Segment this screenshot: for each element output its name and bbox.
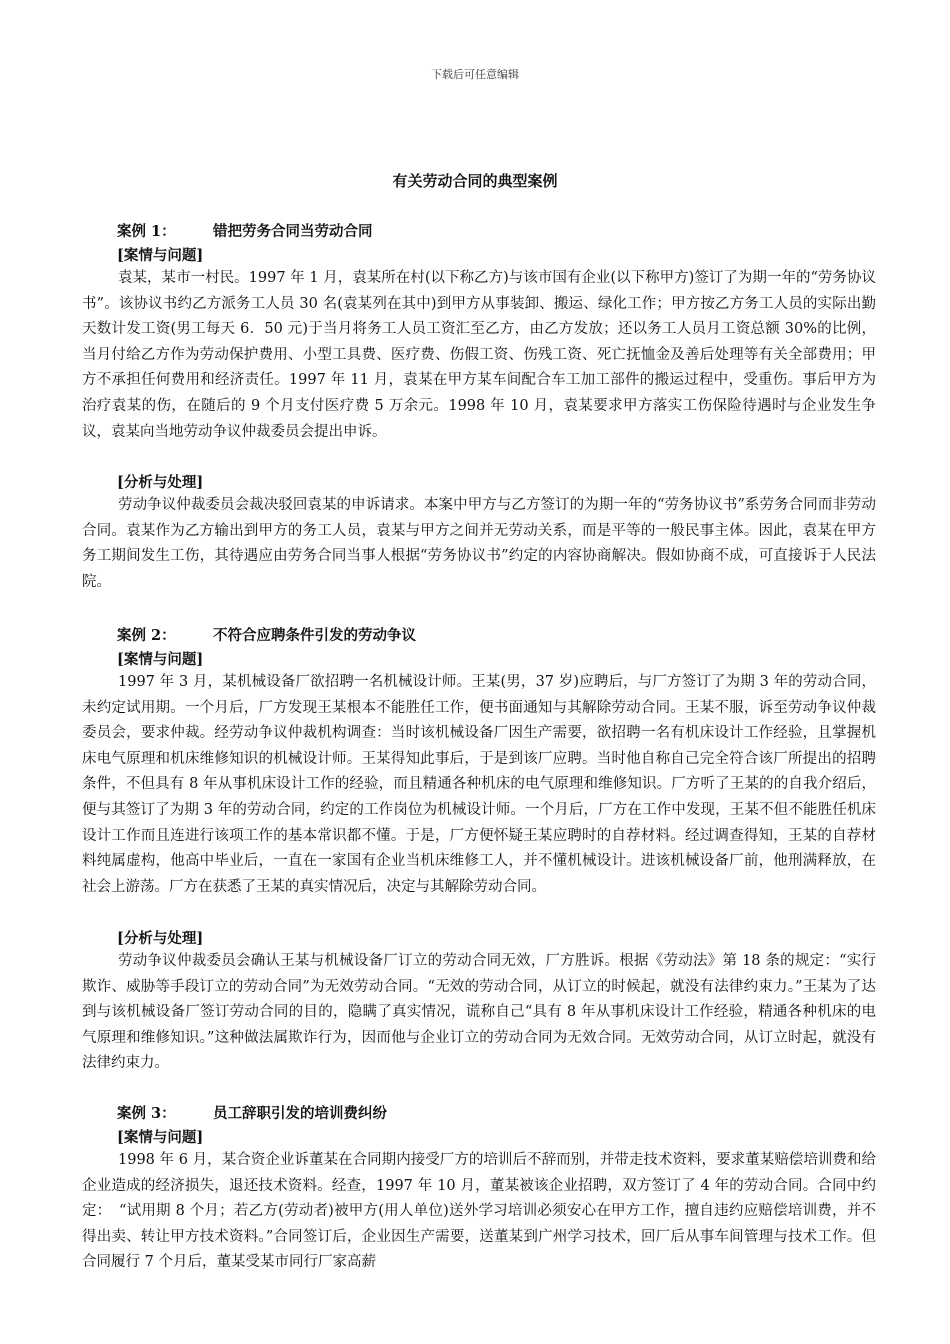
case2-facts-label: [案情与问题]: [117, 651, 204, 668]
case1-facts-label: [案情与问题]: [117, 247, 204, 264]
case1-analysis-label: [分析与处理]: [117, 474, 204, 491]
case1-number: 案例 1：: [117, 223, 176, 240]
case2-heading: [117, 624, 416, 645]
document-title: 有关劳动合同的典型案例: [392, 172, 558, 190]
case2-title: 不符合应聘条件引发的劳动争议: [213, 627, 416, 644]
case1-heading: [117, 220, 373, 241]
page-header-note: 下载后可任意编辑: [431, 68, 519, 81]
case2-analysis-paragraph: 劳动争议仲裁委员会确认王某与机械设备厂订立的劳动合同无效，厂方胜诉。根据《劳动法》第 18 条的规定：“实行欺诈、威胁等手段订立的劳动合同”为无效劳动合同。“无效的劳动合同，从订立的时候起，就没有法律约束力。”王某为了达到与该机械设备厂签订劳动合同的目的，隐瞒了真实情况，谎称自己“具有 8 年从事机床设计工作经验，精通各种机床的电气原理和维修知识。”这种做法属欺诈行为，因而他与企业订立的劳动合同为无效合同。无效劳动合同，从订立时起，就没有法律约束力。: [82, 953, 876, 1072]
case2-analysis-label: [分析与处理]: [117, 930, 204, 947]
case1-title: 错把劳务合同当劳动合同: [213, 223, 373, 240]
case3-title: 员工辞职引发的培训费纠纷: [213, 1105, 387, 1122]
case1-facts-paragraph: 袁某，某市一村民。1997 年 1 月，袁某所在村(以下称乙方)与该市国有企业(以下称甲方)签订了为期一年的“劳务协议书”。该协议书约乙方派务工人员 30 名(袁某列在其中)到甲方从事装卸、搬运、绿化工作；甲方按乙方务工人员的实际出勤天数计发工资(男工每天 6．50 元)于当月将务工人员工资汇至乙方，由乙方发放；还以务工人员月工资总额 30%的比例，当月付给乙方作为劳动保护费用、小型工具费、医疗费、伤假工资、伤残工资、死亡抚恤金及善后处理等有关全部费用；甲方不承担任何费用和经济责任。1997 年 11 月，袁某在甲方某车间配合车工加工部件的搬运过程中，受重伤。事后甲方为治疗袁某的伤，在随后的 9 个月支付医疗费 5 万余元。1998 年 10 月，袁某要求甲方落实工伤保险待遇时与企业发生争议，袁某向当地劳动争议仲裁委员会提出申诉。: [82, 270, 876, 440]
case3-number: 案例 3：: [117, 1105, 176, 1122]
case2-number: 案例 2：: [117, 627, 176, 644]
case3-facts-label: [案情与问题]: [117, 1129, 204, 1146]
case3-facts-paragraph: 1998 年 6 月，某合资企业诉董某在合同期内接受厂方的培训后不辞而别，并带走技术资料，要求董某赔偿培训费和给企业造成的经济损失，退还技术资料。经查，1997 年 10 月，董某被该企业招聘，双方签订了 4 年的劳动合同。合同中约定： “试用期 8 个月；若乙方(劳动者)被甲方(用人单位)送外学习培训必须安心在甲方工作，擅自违约应赔偿培训费，并不得出卖、转让甲方技术资料。”合同签订后，企业因生产需要，送董某到广州学习技术，回厂后从事车间管理与技术工作。但合同履行 7 个月后，董某受某市同行厂家高薪: [82, 1152, 876, 1271]
case1-analysis-paragraph: 劳动争议仲裁委员会裁决驳回袁某的申诉请求。本案中甲方与乙方签订的为期一年的“劳务协议书”系劳务合同而非劳动合同。袁某作为乙方输出到甲方的务工人员，袁某与甲方之间并无劳动关系，而是平等的一般民事主体。因此，袁某在甲方务工期间发生工伤，其待遇应由劳务合同当事人根据“劳务协议书”约定的内容协商解决。假如协商不成，可直接诉于人民法院。: [82, 497, 876, 590]
case2-facts-paragraph: 1997 年 3 月，某机械设备厂欲招聘一名机械设计师。王某(男，37 岁)应聘后，与厂方签订了为期 3 年的劳动合同，未约定试用期。一个月后，厂方发现王某根本不能胜任工作，便书面通知与其解除劳动合同。王某不服，诉至劳动争议仲裁委员会，要求仲裁。经劳动争议仲裁机构调查：当时该机械设备厂因生产需要，欲招聘一名有机床设计工作经验，且掌握机床电气原理和机床维修知识的机械设计师。王某得知此事后，于是到该厂应聘。当时他自称自己完全符合该厂所提出的招聘条件，不但具有 8 年从事机床设计工作的经验，而且精通各种机床的电气原理和维修知识。厂方听了王某的的自我介绍后，便与其签订了为期 3 年的劳动合同，约定的工作岗位为机械设计师。一个月后，厂方在工作中发现，王某不但不能胜任机床设计工作而且连进行该项工作的基本常识都不懂。于是，厂方便怀疑王某应聘时的自荐材料。经过调查得知，王某的自荐材料纯属虚构，他高中毕业后，一直在一家国有企业当机床维修工人，并不懂机械设计。进该机械设备厂前，他刑满释放，在社会上游荡。厂方在获悉了王某的真实情况后，决定与其解除劳动合同。: [82, 674, 876, 895]
case3-heading: [117, 1102, 387, 1123]
